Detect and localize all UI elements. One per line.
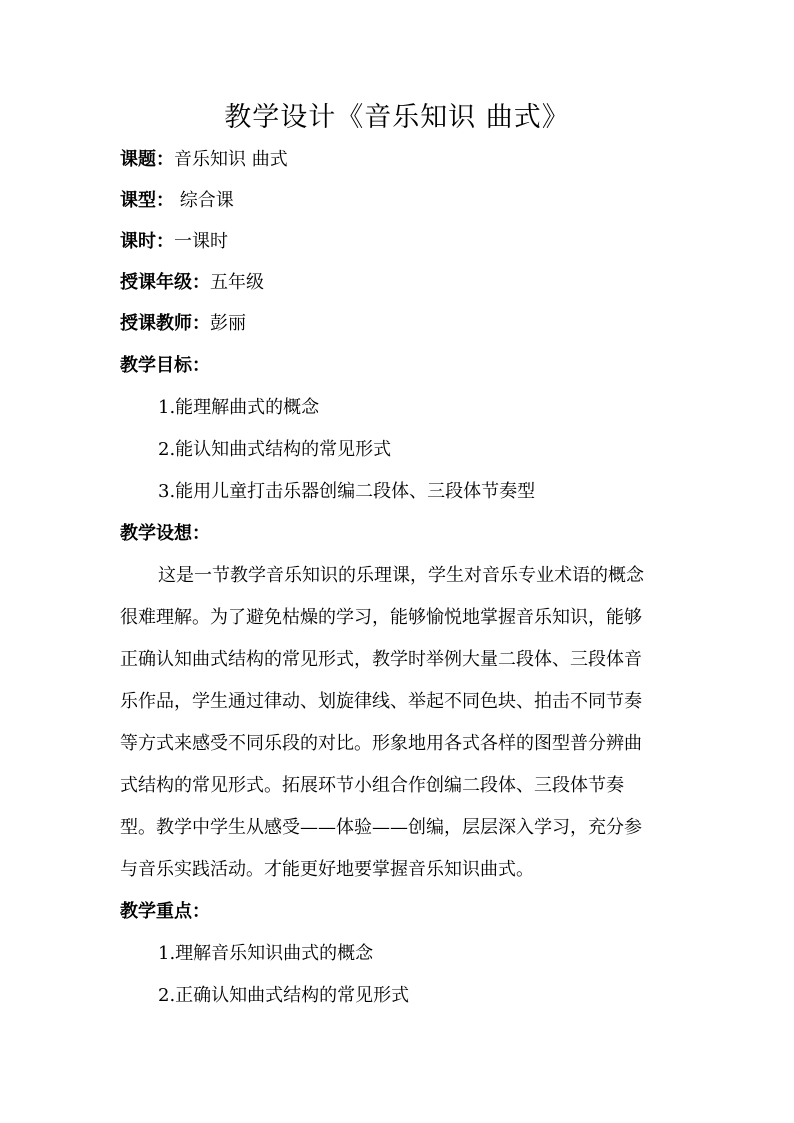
focus-heading: 教学重点：: [120, 901, 210, 922]
concept-line: 正确认知曲式结构的常见形式，教学时举例大量二段体、三段体音: [120, 649, 642, 670]
document-title: 教学设计《音乐知识 曲式》: [224, 102, 570, 133]
meta-label: 课时：: [120, 231, 174, 252]
meta-label: 授课年级：: [120, 272, 210, 293]
concept-line: 型。教学中学生从感受——体验——创编，层层深入学习，充分参: [120, 817, 642, 838]
meta-label: 课题：: [120, 149, 174, 170]
concept-line: 等方式来感受不同乐段的对比。形象地用各式各样的图型普分辨曲: [120, 733, 642, 754]
concept-line: 很难理解。为了避免枯燥的学习，能够愉悦地掌握音乐知识，能够: [120, 607, 642, 628]
meta-value: 综合课: [174, 190, 234, 211]
concept-line: 与音乐实践活动。才能更好地要掌握音乐知识曲式。: [120, 859, 534, 880]
focus-item: 1.理解音乐知识曲式的概念: [158, 943, 374, 964]
concept-line: 式结构的常见形式。拓展环节小组合作创编二段体、三段体节奏: [120, 775, 624, 796]
meta-value: 一课时: [174, 231, 228, 252]
meta-grade: [120, 270, 264, 296]
meta-type: [120, 188, 234, 214]
meta-value: 音乐知识 曲式: [174, 149, 288, 170]
concept-line: 乐作品，学生通过律动、划旋律线、举起不同色块、拍击不同节奏: [120, 691, 642, 712]
meta-teacher: [120, 311, 246, 337]
concept-heading: 教学设想：: [120, 523, 210, 544]
meta-label: 授课教师：: [120, 313, 210, 334]
goal-item: 2.能认知曲式结构的常见形式: [158, 439, 392, 460]
goal-item: 3.能用儿童打击乐器创编二段体、三段体节奏型: [158, 481, 536, 502]
meta-value: 五年级: [210, 272, 264, 293]
meta-label: 课型：: [120, 190, 174, 211]
concept-line: 这是一节教学音乐知识的乐理课，学生对音乐专业术语的概念: [158, 565, 644, 586]
focus-item: 2.正确认知曲式结构的常见形式: [158, 985, 410, 1006]
meta-topic: [120, 147, 288, 173]
goals-heading: 教学目标：: [120, 355, 210, 376]
goal-item: 1.能理解曲式的概念: [158, 397, 320, 418]
meta-value: 彭丽: [210, 313, 246, 334]
meta-hours: [120, 229, 228, 255]
